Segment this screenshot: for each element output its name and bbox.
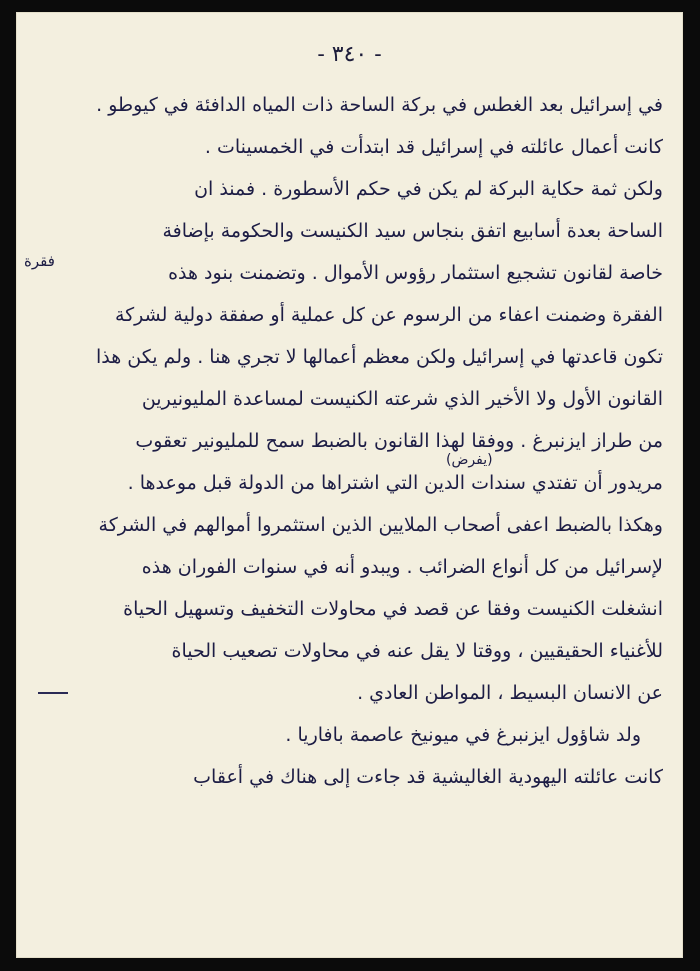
text-line: ولد شاؤول ايزنبرغ في ميونيخ عاصمة بافاريا . [285, 724, 641, 746]
text-line: خاصة لقانون تشجيع استثمار رؤوس الأموال . وتضمنت بنود هذه [168, 262, 663, 284]
text-line: انشغلت الكنيست وفقا عن قصد في محاولات التخفيف وتسهيل الحياة [123, 598, 663, 620]
text-line: لإسرائيل من كل أنواع الضرائب . ويبدو أنه في سنوات الفوران هذه [141, 556, 663, 578]
text-line: كانت أعمال عائلته في إسرائيل قد ابتدأت في الخمسينات . [204, 136, 663, 158]
text-line: كانت عائلته اليهودية الغاليشية قد جاءت إلى هناك في أعقاب [193, 766, 663, 788]
text-line: عن الانسان البسيط ، المواطن العادي . [357, 682, 663, 704]
interlinear-note: (يفرض) [446, 452, 493, 468]
text-line: للأغنياء الحقيقيين ، ووقتا لا يقل عنه في محاولات تصعيب الحياة [171, 640, 663, 662]
handwritten-text-block [36, 84, 663, 798]
manuscript-page [16, 12, 683, 958]
text-line: القانون الأول ولا الأخير الذي شرعته الكنيست لمساعدة المليونيرين [141, 388, 663, 410]
text-line: الفقرة وضمنت اعفاء من الرسوم عن كل عملية أو صفقة دولية لشركة [114, 304, 663, 326]
text-line: وهكذا بالضبط اعفى أصحاب الملايين الذين استثمروا أموالهم في الشركة [98, 514, 663, 536]
text-line: ولكن ثمة حكاية البركة لم يكن في حكم الأسطورة . فمنذ ان [194, 178, 663, 200]
margin-dash [38, 692, 68, 694]
text-line: الساحة بعدة أسابيع اتفق بنجاس سيد الكنيست والحكومة بإضافة [162, 220, 663, 242]
text-line: مريدور أن تفتدي سندات الدين التي اشتراها من الدولة قبل موعدها . [127, 472, 663, 494]
text-line: من طراز ايزنبرغ . ووفقا لهذا القانون بالضبط سمح للمليونير تعقوب [135, 430, 663, 452]
margin-note: فقرة [24, 252, 55, 270]
text-line: تكون قاعدتها في إسرائيل ولكن معظم أعمالها لا تجري هنا . ولم يكن هذا [95, 346, 663, 368]
page-number: - ٣٤٠ - [317, 42, 382, 67]
text-line: في إسرائيل بعد الغطس في بركة الساحة ذات المياه الدافئة في كيوطو . [96, 94, 663, 116]
